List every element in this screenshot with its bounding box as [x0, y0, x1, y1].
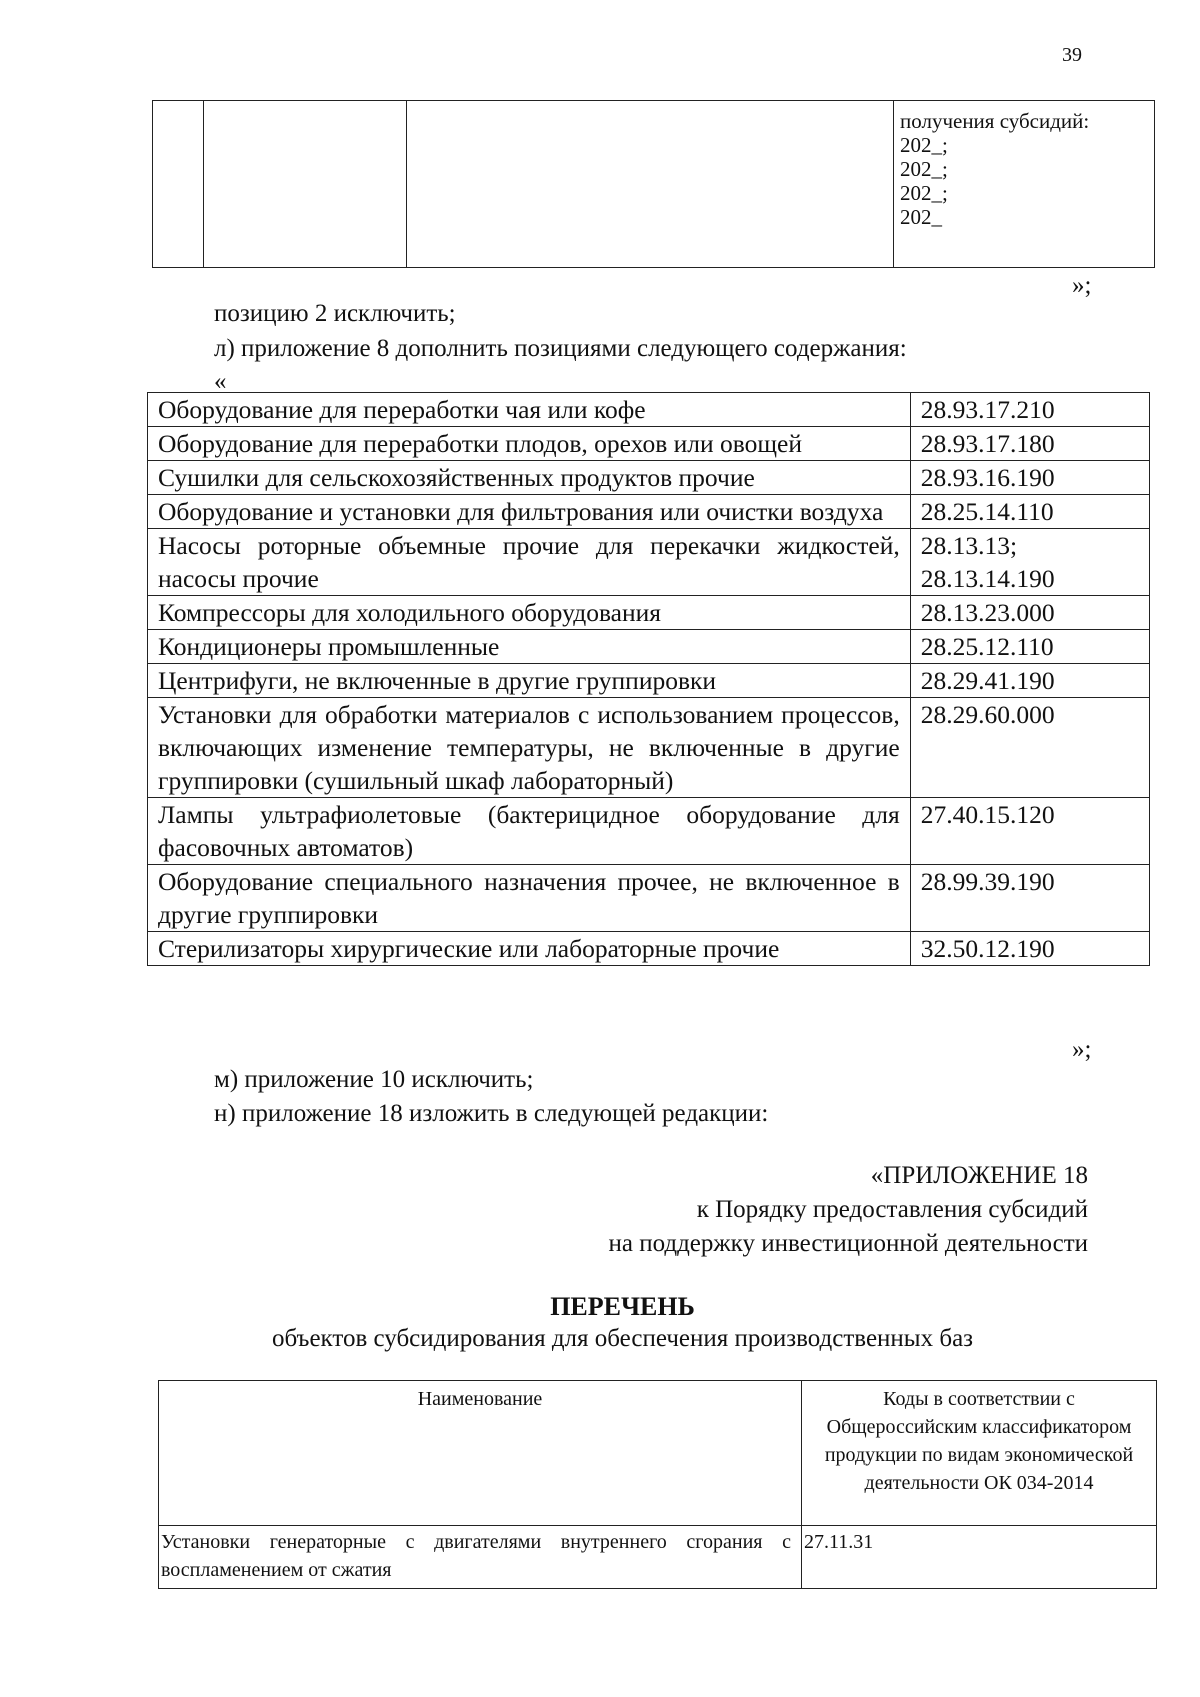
equipment-table: [147, 392, 1150, 966]
cell-line: 202_;: [900, 133, 948, 157]
column-header-name: Наименование: [159, 1381, 802, 1526]
equipment-code-cell: 28.25.14.110: [910, 495, 1149, 529]
paragraph: м) приложение 10 исключить;: [214, 1066, 534, 1093]
equipment-code-cell: 28.93.16.190: [910, 461, 1149, 495]
equipment-name-cell: Кондиционеры промышленные: [148, 630, 911, 664]
paragraph: позицию 2 исключить;: [214, 300, 456, 327]
equipment-code-cell: 32.50.12.190: [910, 932, 1149, 966]
table-header-row: [159, 1381, 1157, 1526]
continuation-table: [152, 100, 1155, 268]
equipment-name-cell: Стерилизаторы хирургические или лабораторные прочие: [148, 932, 911, 966]
equipment-name-cell: Лампы ультрафиолетовые (бактерицидное оборудование для фасовочных автоматов): [148, 798, 911, 865]
equipment-name-cell: Установки для обработки материалов с использованием процессов, включающих изменение температуры, не включенные в другие группировки (сушильный шкаф лабораторный): [148, 698, 911, 798]
cell-line: 202_;: [900, 181, 948, 205]
paragraph: н) приложение 18 изложить в следующей редакции:: [214, 1100, 769, 1127]
table-row: [148, 664, 1150, 698]
page-number: 39: [1062, 44, 1082, 66]
equipment-code-cell: 27.40.15.120: [910, 798, 1149, 865]
appendix-heading-line: к Порядку предоставления субсидий: [696, 1196, 1088, 1223]
paragraph: л) приложение 8 дополнить позициями следующего содержания:: [214, 335, 907, 362]
table-row: [148, 798, 1150, 865]
table-row: [159, 1526, 1157, 1589]
table-row: [153, 101, 1155, 268]
equipment-name-cell: Оборудование для переработки чая или кофе: [148, 393, 911, 427]
equipment-name-cell: Компрессоры для холодильного оборудования: [148, 596, 911, 630]
table-cell: [407, 101, 894, 268]
appendix-heading-line: «ПРИЛОЖЕНИЕ 18: [870, 1162, 1088, 1189]
equipment-name-cell: Оборудование специального назначения прочее, не включенное в другие группировки: [148, 865, 911, 932]
equipment-code-cell: 28.29.60.000: [910, 698, 1149, 798]
cell-line: получения субсидий:: [900, 109, 1090, 133]
object-name-cell: Установки генераторные с двигателями внутреннего сгорания с воспламенением от сжатия: [159, 1526, 802, 1589]
equipment-name-cell: Сушилки для сельскохозяйственных продуктов прочие: [148, 461, 911, 495]
equipment-name-cell: Центрифуги, не включенные в другие группировки: [148, 664, 911, 698]
cell-line: 202_: [900, 205, 942, 229]
equipment-code-cell: 28.93.17.210: [910, 393, 1149, 427]
equipment-code-cell: 28.25.12.110: [910, 630, 1149, 664]
table-row: [148, 932, 1150, 966]
list-subtitle: объектов субсидирования для обеспечения производственных баз: [271, 1325, 974, 1352]
equipment-code-cell: 28.13.23.000: [910, 596, 1149, 630]
equipment-code-cell: 28.99.39.190: [910, 865, 1149, 932]
closing-quote: »;: [1072, 1036, 1092, 1063]
cell-line: 202_;: [900, 157, 948, 181]
closing-quote: »;: [1072, 272, 1092, 299]
equipment-name-cell: Насосы роторные объемные прочие для перекачки жидкостей, насосы прочие: [148, 529, 911, 596]
table-row: [148, 865, 1150, 932]
objects-table: [158, 1380, 1157, 1589]
table-row: [148, 495, 1150, 529]
table-row: [148, 596, 1150, 630]
equipment-name-cell: Оборудование и установки для фильтрования или очистки воздуха: [148, 495, 911, 529]
column-header-code: Коды в соответствии с Общероссийским классификатором продукции по видам экономической деятельности ОК 034-2014: [802, 1381, 1157, 1526]
table-row: [148, 529, 1150, 596]
table-row: [148, 461, 1150, 495]
table-row: [148, 698, 1150, 798]
list-title: ПЕРЕЧЕНЬ: [550, 1292, 695, 1321]
table-row: [148, 630, 1150, 664]
table-row: [148, 393, 1150, 427]
table-cell: [204, 101, 407, 268]
equipment-name-cell: Оборудование для переработки плодов, орехов или овощей: [148, 427, 911, 461]
table-row: [148, 427, 1150, 461]
opening-quote: «: [214, 368, 227, 395]
equipment-code-cell: 28.13.13; 28.13.14.190: [910, 529, 1149, 596]
table-cell: [153, 101, 204, 268]
subsidy-years-cell: [894, 101, 1155, 268]
equipment-code-cell: 28.93.17.180: [910, 427, 1149, 461]
object-code-cell: 27.11.31: [802, 1526, 1157, 1589]
equipment-code-cell: 28.29.41.190: [910, 664, 1149, 698]
appendix-heading-line: на поддержку инвестиционной деятельности: [608, 1230, 1088, 1257]
